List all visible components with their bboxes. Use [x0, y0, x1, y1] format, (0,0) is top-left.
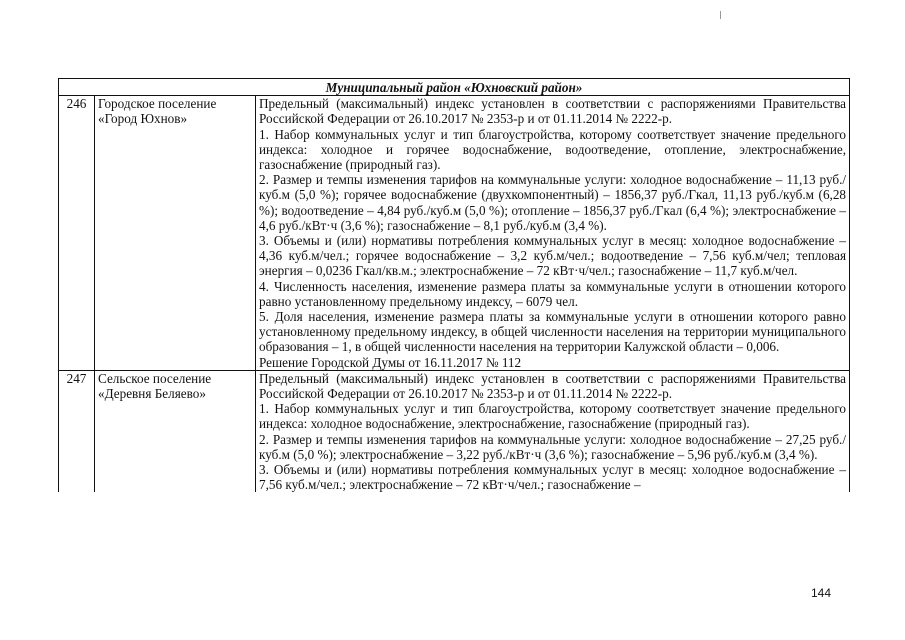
region-header: Муниципальный район «Юхновский район»	[59, 79, 850, 96]
paragraph: 2. Размер и темпы изменения тарифов на коммунальные услуги: холодное водоснабжение – 11,13 руб./куб.м (5,0 %); горячее водоснабжение (двухкомпонентный) – 1856,37 руб./Гкал, 11,13 руб./куб.м (6,28 %); водоотведение – 4,84 руб./куб.м (5,0 %); отопление – 1856,37 руб./Гкал (6,4 %); электроснабжение – 4,6 руб./кВт·ч (3,6 %); газоснабжение – 8,1 руб./куб.м (3,4 %).	[259, 172, 847, 233]
settlement-type: Городское поселение	[98, 96, 217, 112]
region-header-row	[59, 79, 850, 96]
paragraph: Предельный (максимальный) индекс установлен в соответствии с распоряжениями Правительства Российской Федерации от 26.10.2017 № 2353-р и от 01.11.2014 № 2222-р.	[259, 96, 847, 127]
paragraph: 4. Численность населения, изменение размера платы за коммунальные услуги в отношении которого равно установленному предельному индексу, – 6079 чел.	[259, 278, 847, 309]
settlement-name: «Деревня Беляево»	[98, 386, 206, 402]
row-number: 246	[59, 96, 95, 371]
settlement-type: Сельское поселение	[98, 370, 212, 386]
paragraph: 5. Доля населения, изменение размера платы за коммунальные услуги в отношении которого равно установленному предельному индексу, в общей численности населения на территории муниципального образования – 1, в общей численности населения на территории Калужской области – 0,006.	[259, 309, 847, 355]
scan-mark	[720, 11, 721, 19]
paragraph: 1. Набор коммунальных услуг и тип благоустройства, которому соответствует значение предельного индекса: холодное водоснабжение, электроснабжение, газоснабжение (природный газ).	[259, 401, 847, 432]
table-row	[59, 96, 850, 371]
row-number: 247	[59, 370, 95, 492]
settlement-cell	[95, 96, 256, 371]
table-row	[59, 370, 850, 492]
paragraph: Решение Городской Думы от 16.11.2017 № 112	[259, 354, 522, 370]
paragraph: 1. Набор коммунальных услуг и тип благоустройства, которому соответствует значение предельного индекса: холодное и горячее водоснабжение, водоотведение, отопление, электроснабжение, газоснабжение (природный газ).	[259, 126, 847, 173]
settlement-name: «Город Юхнов»	[98, 111, 188, 127]
document-table	[58, 78, 850, 492]
paragraph: 3. Объемы и (или) нормативы потребления коммунальных услуг в месяц: холодное водоснабжение – 7,56 куб.м/чел.; электроснабжение – 72 кВт·ч/чел.; газоснабжение –	[259, 462, 847, 493]
page-number: 144	[811, 586, 832, 600]
settlement-cell	[95, 370, 256, 492]
paragraph: 2. Размер и темпы изменения тарифов на коммунальные услуги: холодное водоснабжение – 27,25 руб./куб.м (5,0 %); электроснабжение – 3,22 руб./кВт·ч (3,6 %); газоснабжение – 5,96 руб./куб.м (3,4 %).	[259, 431, 847, 462]
paragraph: 3. Объемы и (или) нормативы потребления коммунальных услуг в месяц: холодное водоснабжение – 4,36 куб.м/чел.; горячее водоснабжение – 3,2 куб.м/чел.; водоотведение – 7,56 куб.м/чел; тепловая энергия – 0,0236 Гкал/кв.м.; электроснабжение – 72 кВт·ч/чел.; газоснабжение – 11,7 куб.м/чел.	[259, 233, 847, 279]
description-cell	[256, 370, 850, 492]
paragraph: Предельный (максимальный) индекс установлен в соответствии с распоряжениями Правительства Российской Федерации от 26.10.2017 № 2353-р и от 01.11.2014 № 2222-р.	[259, 370, 847, 402]
description-cell	[256, 96, 850, 371]
